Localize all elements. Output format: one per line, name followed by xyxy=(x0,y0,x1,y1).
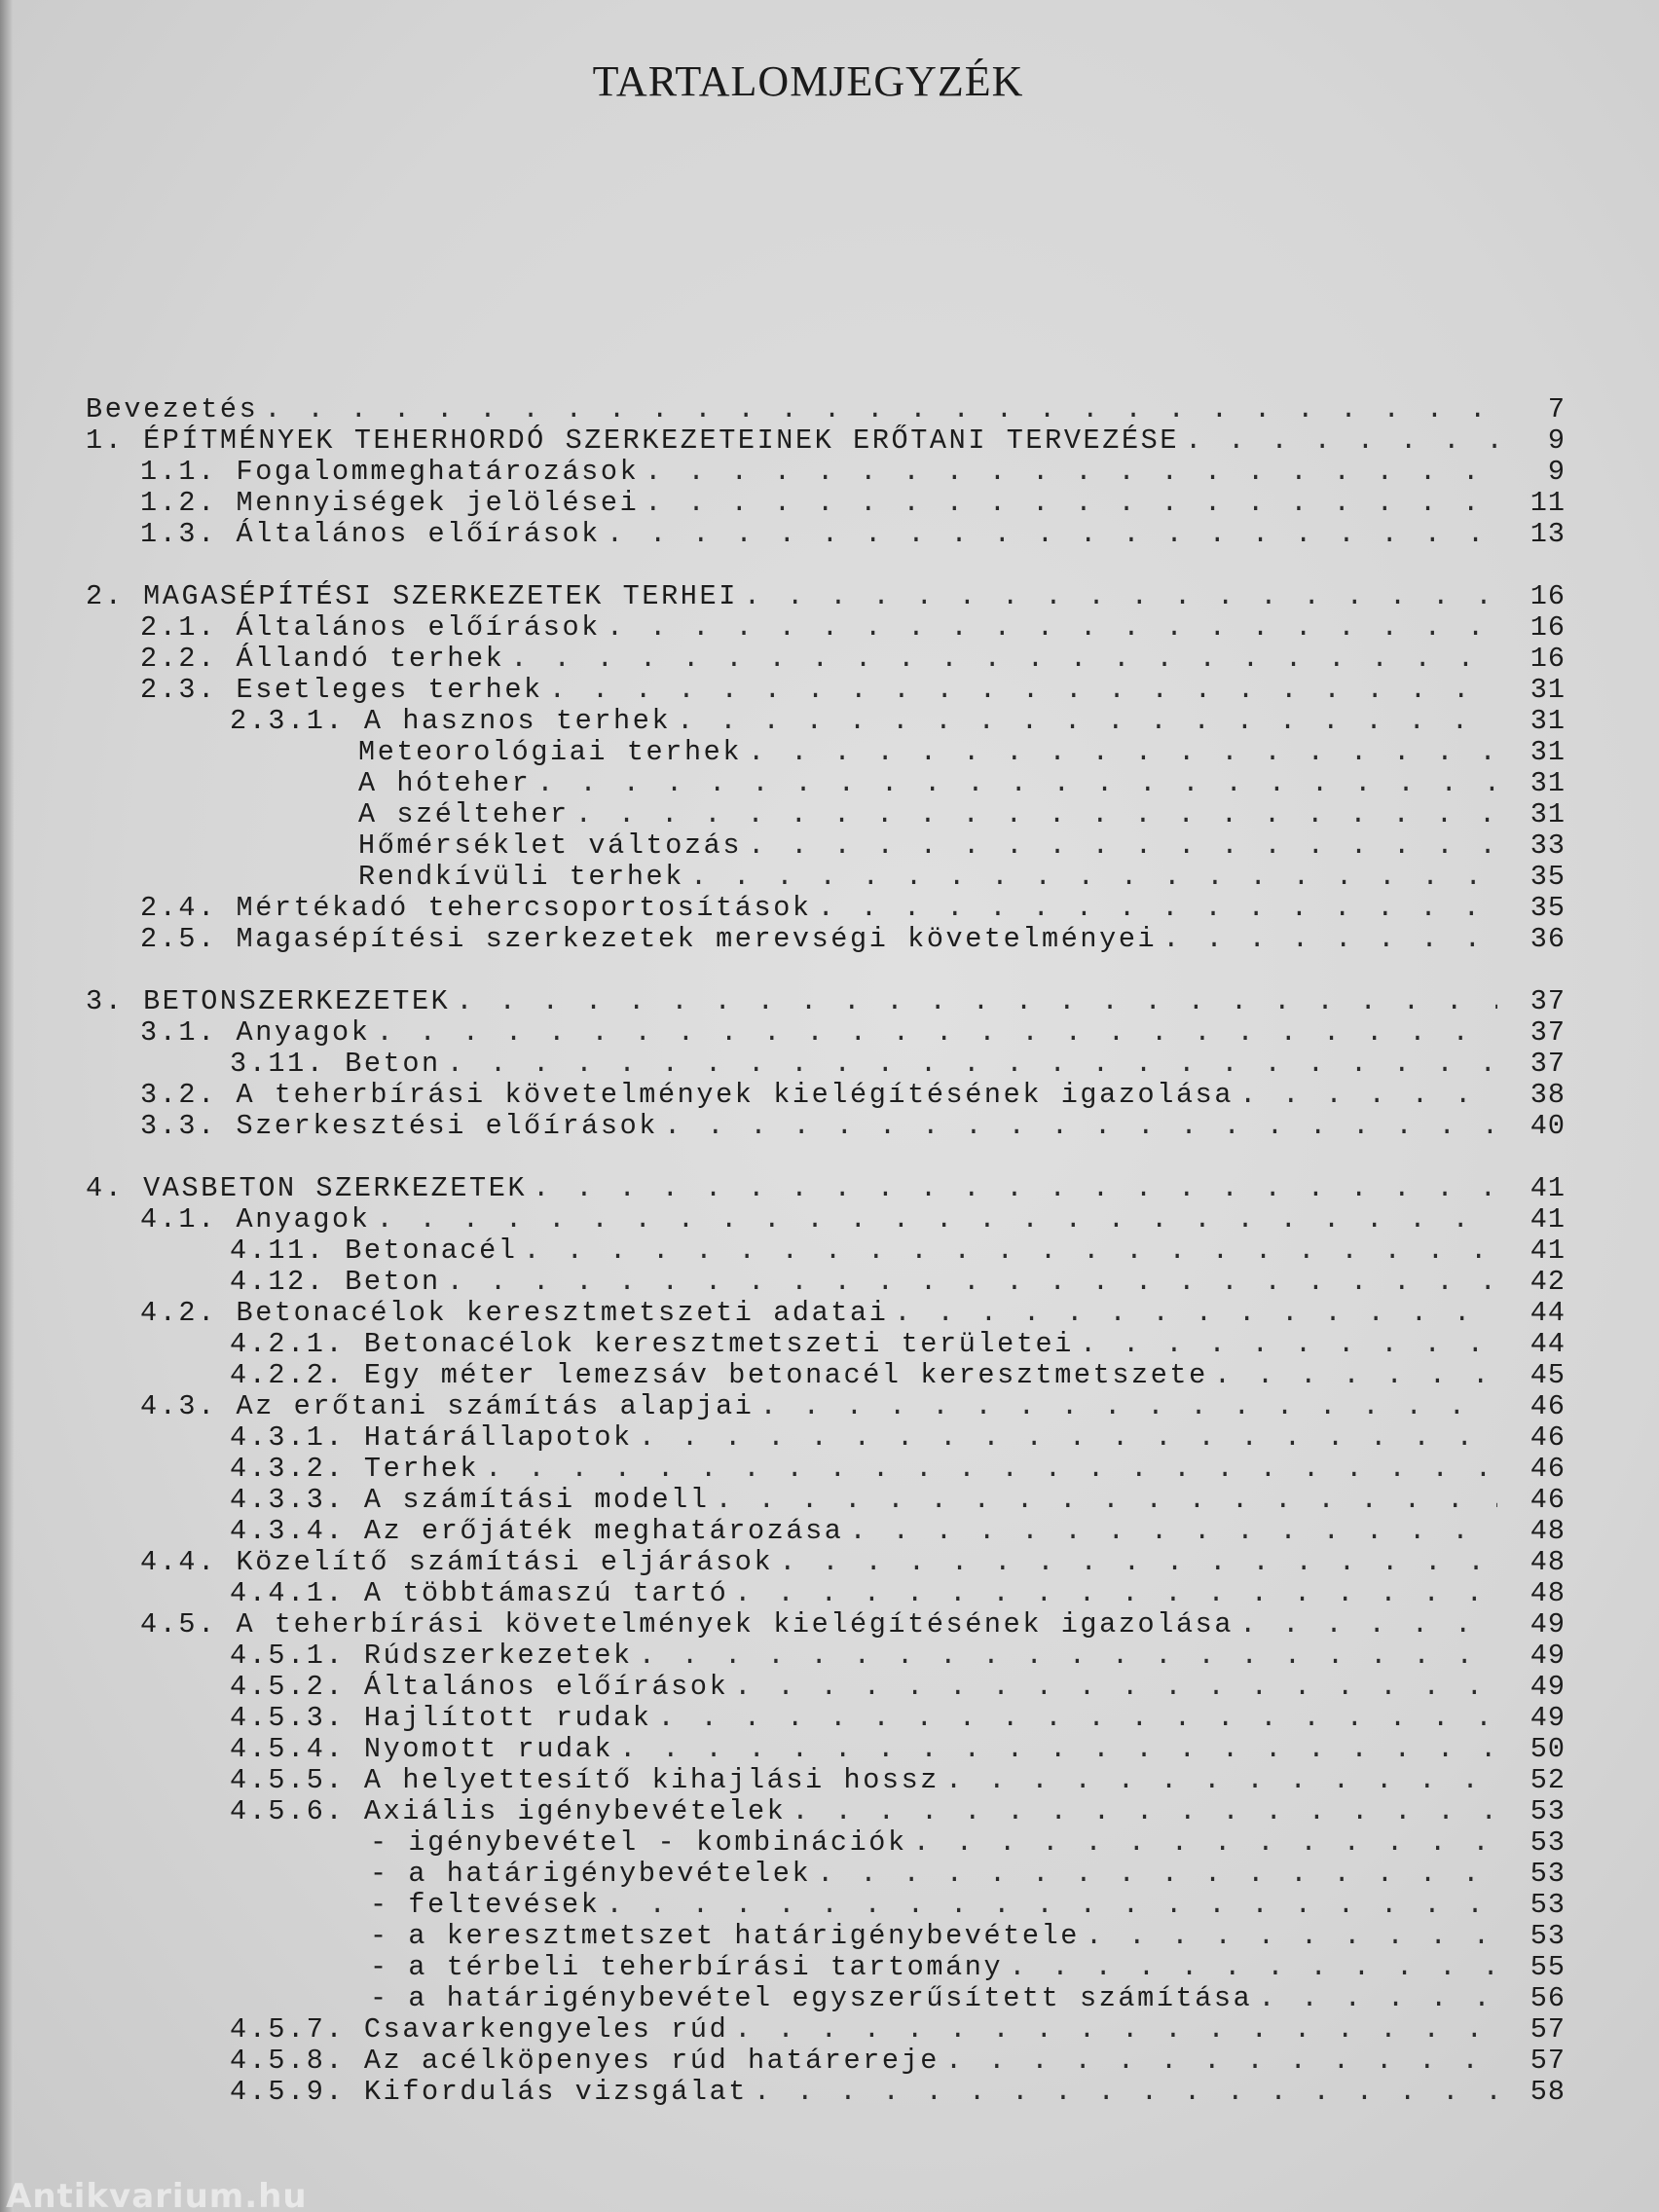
toc-entry-page: 48 xyxy=(1530,1577,1566,1609)
toc-entry-label: 2.5. Magasépítési szerkezetek merevségi követelményei xyxy=(140,923,1158,955)
toc-entry xyxy=(86,830,1566,862)
toc-leader-dots xyxy=(754,2077,1497,2108)
toc-entry-page: 56 xyxy=(1530,1982,1566,2014)
toc-entry-page: 31 xyxy=(1530,736,1566,768)
toc-leader-dots xyxy=(639,1422,1497,1454)
toc-entry xyxy=(86,1609,1566,1641)
toc-leader-dots xyxy=(690,862,1497,893)
toc-entry-label: 1. ÉPÍTMÉNYEK TEHERHORDÓ SZERKEZETEINEK ERŐTANI TERVEZÉSE xyxy=(86,424,1180,457)
toc-entry-page: 40 xyxy=(1530,1110,1566,1142)
toc-entry-label: 4.5.4. Nyomott rudak xyxy=(230,1733,614,1765)
toc-entry xyxy=(86,1983,1566,2014)
toc-leader-dots xyxy=(850,1516,1498,1547)
toc-entry xyxy=(86,1080,1566,1111)
toc-leader-dots xyxy=(536,768,1497,799)
toc-leader-dots xyxy=(913,1827,1497,1859)
toc-entry xyxy=(86,1235,1566,1267)
section-gap xyxy=(86,1142,1566,1173)
toc-leader-dots xyxy=(447,1267,1497,1298)
toc-entry-label: - feltevések xyxy=(370,1889,601,1921)
toc-leader-dots xyxy=(510,644,1497,675)
toc-leader-dots xyxy=(549,675,1497,706)
toc-entry-page: 31 xyxy=(1530,767,1566,799)
toc-entry-page: 50 xyxy=(1530,1733,1566,1765)
toc-entry-page: 58 xyxy=(1530,2076,1566,2108)
toc-entry-label: 4.2.2. Egy méter lemezsáv betonacél keresztmetszete xyxy=(230,1359,1208,1391)
toc-leader-dots xyxy=(657,1703,1497,1734)
toc-entry-page: 11 xyxy=(1530,487,1566,519)
toc-entry-label: 2.2. Állandó terhek xyxy=(140,643,505,675)
toc-entry-label: 1.1. Fogalommeghatározások xyxy=(140,456,640,488)
toc-entry xyxy=(86,893,1566,924)
toc-entry-page: 53 xyxy=(1530,1858,1566,1890)
toc-entry-page: 35 xyxy=(1530,892,1566,924)
toc-entry-label: Hőmérséklet változás xyxy=(358,830,743,862)
toc-entry xyxy=(86,1734,1566,1765)
toc-entry-page: 33 xyxy=(1530,830,1566,862)
toc-leader-dots xyxy=(1239,1609,1497,1641)
toc-entry xyxy=(86,1173,1566,1204)
toc-leader-dots xyxy=(264,394,1497,425)
toc-leader-dots xyxy=(533,1173,1497,1204)
toc-entry-label: 4.5.5. A helyettesítő kihajlási hossz xyxy=(230,1764,940,1796)
toc-leader-dots xyxy=(748,737,1497,768)
toc-entry-label: - a keresztmetszet határigénybevétele xyxy=(370,1920,1081,1952)
toc-entry xyxy=(86,1111,1566,1142)
toc-entry-label: 2.4. Mértékadó tehercsoportosítások xyxy=(140,892,812,924)
toc-leader-dots xyxy=(606,1890,1497,1921)
toc-entry-label: 4.5.3. Hajlított rudak xyxy=(230,1702,652,1734)
toc-entry-label: 4.5. A teherbírási követelmények kielégítésének igazolása xyxy=(140,1608,1235,1641)
toc-leader-dots xyxy=(1162,924,1497,955)
toc-entry-label: Meteorológiai terhek xyxy=(358,736,743,768)
toc-entry-page: 38 xyxy=(1530,1079,1566,1111)
toc-entry-page: 41 xyxy=(1530,1235,1566,1267)
toc-entry-page: 35 xyxy=(1530,861,1566,893)
toc-entry-label: 4.4. Közelítő számítási eljárások xyxy=(140,1546,774,1578)
toc-entry xyxy=(86,1391,1566,1422)
toc-entry-label: 4.3.2. Terhek xyxy=(230,1453,480,1485)
toc-entry-page: 37 xyxy=(1530,985,1566,1017)
toc-entry-label: 4.12. Beton xyxy=(230,1266,441,1298)
toc-entry xyxy=(86,862,1566,893)
toc-leader-dots xyxy=(1009,1952,1497,1983)
toc-entry xyxy=(86,1298,1566,1329)
toc-leader-dots xyxy=(1239,1080,1497,1111)
toc-leader-dots xyxy=(664,1111,1497,1142)
page-edge-shadow xyxy=(0,0,14,2212)
toc-entry xyxy=(86,1952,1566,1983)
toc-leader-dots xyxy=(447,1049,1497,1080)
toc-leader-dots xyxy=(456,986,1497,1017)
toc-entry-label: Bevezetés xyxy=(86,393,259,425)
toc-entry-label: 4.3.3. A számítási modell xyxy=(230,1484,710,1516)
toc-entry-page: 44 xyxy=(1530,1297,1566,1329)
toc-leader-dots xyxy=(817,1859,1497,1890)
toc-leader-dots xyxy=(376,1204,1497,1235)
toc-entry-label: 4.2.1. Betonacélok keresztmetszeti területei xyxy=(230,1328,1074,1360)
toc-entry-page: 46 xyxy=(1530,1390,1566,1422)
toc-entry-page: 13 xyxy=(1530,518,1566,550)
toc-entry-page: 52 xyxy=(1530,1764,1566,1796)
toc-entry-page: 57 xyxy=(1530,2045,1566,2077)
toc-leader-dots xyxy=(734,1578,1497,1609)
toc-entry xyxy=(86,1049,1566,1080)
toc-entry-label: 3.11. Beton xyxy=(230,1048,441,1080)
toc-entry xyxy=(86,1547,1566,1578)
toc-entry-page: 44 xyxy=(1530,1328,1566,1360)
toc-entry xyxy=(86,425,1566,457)
toc-entry xyxy=(86,1422,1566,1454)
toc-entry xyxy=(86,2077,1566,2108)
toc-entry xyxy=(86,986,1566,1017)
toc-entry xyxy=(86,644,1566,675)
toc-entry xyxy=(86,1672,1566,1703)
toc-entry xyxy=(86,706,1566,737)
toc-entry-label: 2.1. Általános előírások xyxy=(140,611,601,644)
toc-entry-label: A hóteher xyxy=(358,767,532,799)
toc-entry xyxy=(86,457,1566,488)
toc-leader-dots xyxy=(734,2014,1497,2046)
toc-entry xyxy=(86,394,1566,425)
toc-entry-page: 53 xyxy=(1530,1826,1566,1859)
table-of-contents xyxy=(86,394,1566,2108)
toc-leader-dots xyxy=(645,488,1497,519)
toc-entry-page: 31 xyxy=(1530,798,1566,830)
toc-entry xyxy=(86,519,1566,550)
toc-entry-page: 41 xyxy=(1530,1203,1566,1235)
toc-entry-label: 4.3.4. Az erőjáték meghatározása xyxy=(230,1515,844,1547)
toc-entry-label: 4.5.7. Csavarkengyeles rúd xyxy=(230,2013,729,2046)
toc-entry-page: 53 xyxy=(1530,1920,1566,1952)
toc-entry-page: 49 xyxy=(1530,1671,1566,1703)
toc-entry xyxy=(86,488,1566,519)
toc-entry xyxy=(86,1796,1566,1827)
toc-entry xyxy=(86,924,1566,955)
toc-leader-dots xyxy=(779,1547,1497,1578)
toc-entry-label: 2.3. Esetleges terhek xyxy=(140,674,543,706)
toc-entry-label: 1.3. Általános előírások xyxy=(140,518,601,550)
toc-leader-dots xyxy=(376,1017,1497,1049)
toc-leader-dots xyxy=(1086,1921,1497,1952)
toc-entry-label: 4.4.1. A többtámaszú tartó xyxy=(230,1577,729,1609)
toc-entry-label: 4.2. Betonacélok keresztmetszeti adatai xyxy=(140,1297,889,1329)
toc-leader-dots xyxy=(677,706,1497,737)
toc-entry-page: 16 xyxy=(1530,643,1566,675)
toc-entry-page: 53 xyxy=(1530,1795,1566,1827)
toc-leader-dots xyxy=(792,1796,1497,1827)
toc-entry-page: 55 xyxy=(1530,1951,1566,1983)
toc-entry xyxy=(86,1859,1566,1890)
toc-entry-page: 49 xyxy=(1530,1702,1566,1734)
toc-leader-dots xyxy=(945,1765,1497,1796)
toc-leader-dots xyxy=(734,1672,1497,1703)
toc-entry-label: 2.3.1. A hasznos terhek xyxy=(230,705,672,737)
toc-entry xyxy=(86,1578,1566,1609)
toc-entry-label: 3.3. Szerkesztési előírások xyxy=(140,1110,658,1142)
toc-entry-page: 7 xyxy=(1547,393,1566,425)
toc-entry xyxy=(86,1454,1566,1485)
toc-entry-page: 9 xyxy=(1547,456,1566,488)
toc-entry-label: - igénybevétel - kombinációk xyxy=(370,1826,907,1859)
toc-entry-label: 4.5.1. Rúdszerkezetek xyxy=(230,1640,633,1672)
toc-entry-label: 3.2. A teherbírási követelmények kielégítésének igazolása xyxy=(140,1079,1235,1111)
toc-entry-label: 4.3.1. Határállapotok xyxy=(230,1421,633,1454)
toc-leader-dots xyxy=(524,1235,1497,1267)
toc-entry-page: 46 xyxy=(1530,1453,1566,1485)
toc-entry-label: 1.2. Mennyiségek jelölései xyxy=(140,487,640,519)
toc-leader-dots xyxy=(748,830,1497,862)
toc-entry-label: A szélteher xyxy=(358,798,570,830)
toc-entry-label: 4.1. Anyagok xyxy=(140,1203,371,1235)
toc-entry xyxy=(86,1360,1566,1391)
toc-entry xyxy=(86,2046,1566,2077)
toc-leader-dots xyxy=(639,1641,1497,1672)
toc-entry-page: 9 xyxy=(1547,424,1566,457)
toc-leader-dots xyxy=(945,2046,1497,2077)
toc-entry-page: 45 xyxy=(1530,1359,1566,1391)
toc-leader-dots xyxy=(1214,1360,1497,1391)
toc-entry-page: 16 xyxy=(1530,611,1566,644)
toc-leader-dots xyxy=(619,1734,1497,1765)
toc-entry xyxy=(86,799,1566,830)
toc-entry xyxy=(86,1485,1566,1516)
watermark: Antikvarium.hu xyxy=(6,2177,308,2212)
toc-entry-label: 4.5.2. Általános előírások xyxy=(230,1671,729,1703)
toc-leader-dots xyxy=(1185,425,1497,457)
toc-entry xyxy=(86,2014,1566,2046)
toc-entry-page: 16 xyxy=(1530,580,1566,612)
toc-leader-dots xyxy=(607,519,1497,550)
section-gap xyxy=(86,550,1566,581)
toc-entry xyxy=(86,1329,1566,1360)
toc-entry-label: 3. BETONSZERKEZETEK xyxy=(86,985,451,1017)
toc-entry xyxy=(86,1827,1566,1859)
toc-entry-page: 57 xyxy=(1530,2013,1566,2046)
toc-entry xyxy=(86,612,1566,644)
section-gap xyxy=(86,955,1566,986)
toc-entry-page: 46 xyxy=(1530,1484,1566,1516)
toc-leader-dots xyxy=(607,612,1497,644)
toc-entry-label: - a határigénybevételek xyxy=(370,1858,812,1890)
toc-entry xyxy=(86,1267,1566,1298)
toc-entry-label: 4. VASBETON SZERKEZETEK xyxy=(86,1172,528,1204)
toc-entry-page: 37 xyxy=(1530,1016,1566,1049)
toc-entry xyxy=(86,1703,1566,1734)
toc-leader-dots xyxy=(1258,1983,1497,2014)
page-title: TARTALOMJEGYZÉK xyxy=(592,57,1024,105)
toc-entry-page: 31 xyxy=(1530,674,1566,706)
toc-entry-page: 36 xyxy=(1530,923,1566,955)
toc-entry-page: 49 xyxy=(1530,1640,1566,1672)
toc-leader-dots xyxy=(716,1485,1497,1516)
toc-leader-dots xyxy=(894,1298,1497,1329)
toc-entry-label: Rendkívüli terhek xyxy=(358,861,684,893)
toc-entry-label: 4.5.9. Kifordulás vizsgálat xyxy=(230,2076,748,2108)
toc-leader-dots xyxy=(575,799,1497,830)
toc-entry xyxy=(86,1516,1566,1547)
toc-entry xyxy=(86,581,1566,612)
toc-entry-page: 42 xyxy=(1530,1266,1566,1298)
toc-leader-dots xyxy=(1080,1329,1497,1360)
toc-leader-dots xyxy=(645,457,1497,488)
toc-leader-dots xyxy=(760,1391,1498,1422)
toc-entry-label: 2. MAGASÉPÍTÉSI SZERKEZETEK TERHEI xyxy=(86,580,738,612)
toc-entry xyxy=(86,675,1566,706)
toc-entry-label: - a határigénybevétel egyszerűsített számítása xyxy=(370,1982,1253,2014)
toc-leader-dots xyxy=(818,893,1497,924)
toc-entry-page: 53 xyxy=(1530,1889,1566,1921)
toc-entry-label: 4.5.8. Az acélköpenyes rúd határereje xyxy=(230,2045,940,2077)
toc-entry xyxy=(86,1921,1566,1952)
toc-entry-label: - a térbeli teherbírási tartomány xyxy=(370,1951,1004,1983)
toc-entry-page: 46 xyxy=(1530,1421,1566,1454)
toc-entry xyxy=(86,1641,1566,1672)
toc-entry xyxy=(86,1204,1566,1235)
toc-entry xyxy=(86,737,1566,768)
toc-entry-label: 4.3. Az erőtani számítás alapjai xyxy=(140,1390,755,1422)
toc-entry-page: 31 xyxy=(1530,705,1566,737)
toc-entry-page: 41 xyxy=(1530,1172,1566,1204)
toc-entry-page: 48 xyxy=(1530,1546,1566,1578)
toc-entry xyxy=(86,1017,1566,1049)
toc-entry-label: 4.5.6. Axiális igénybevételek xyxy=(230,1795,787,1827)
toc-entry xyxy=(86,1890,1566,1921)
toc-entry-label: 4.11. Betonacél xyxy=(230,1235,518,1267)
toc-entry-page: 37 xyxy=(1530,1048,1566,1080)
toc-entry-page: 48 xyxy=(1530,1515,1566,1547)
toc-entry-label: 3.1. Anyagok xyxy=(140,1016,371,1049)
toc-leader-dots xyxy=(744,581,1497,612)
toc-entry xyxy=(86,768,1566,799)
toc-leader-dots xyxy=(485,1454,1497,1485)
toc-entry xyxy=(86,1765,1566,1796)
toc-entry-page: 49 xyxy=(1530,1608,1566,1641)
